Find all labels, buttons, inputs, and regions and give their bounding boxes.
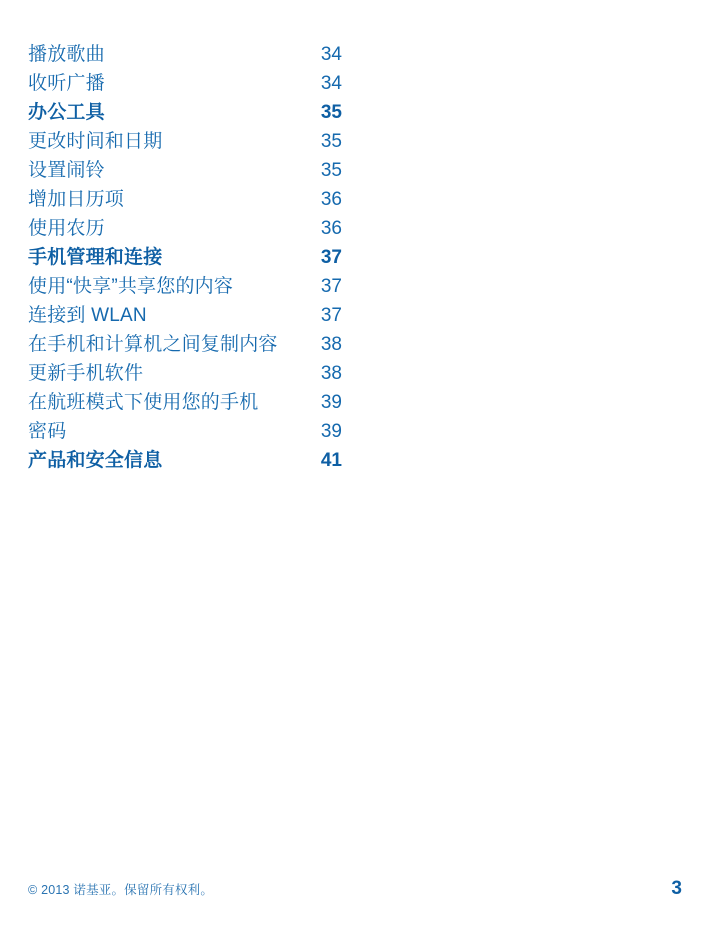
toc-entry-label: 产品和安全信息: [28, 450, 163, 471]
toc-entry[interactable]: [28, 359, 342, 388]
toc-entry[interactable]: [28, 40, 342, 69]
toc-entry[interactable]: [28, 272, 342, 301]
toc-entry[interactable]: [28, 388, 342, 417]
toc-entry-page-number: 39: [320, 421, 342, 442]
toc-entry[interactable]: [28, 417, 342, 446]
toc-entry-page-number: 35: [320, 131, 342, 152]
toc-entry-page-number: 38: [320, 363, 342, 384]
toc-entry-label: 增加日历项: [28, 189, 125, 210]
toc-entry-page-number: 34: [320, 44, 342, 65]
toc-entry-page-number: 35: [320, 160, 342, 181]
toc-entry-page-number: 37: [320, 276, 342, 297]
toc-entry-page-number: 34: [320, 73, 342, 94]
toc-entry-label: 更新手机软件: [28, 363, 144, 384]
toc-entry-page-number: 37: [320, 247, 342, 268]
toc-entry[interactable]: [28, 330, 342, 359]
toc-entry[interactable]: [28, 214, 342, 243]
toc-entry-page-number: 36: [320, 189, 342, 210]
toc-entry[interactable]: [28, 185, 342, 214]
toc-entry[interactable]: [28, 301, 342, 330]
toc-entry-label: 在航班模式下使用您的手机: [28, 392, 259, 413]
toc-entry-label: 密码: [28, 421, 67, 442]
toc-entry-label: 播放歌曲: [28, 44, 105, 65]
page-number: 3: [671, 878, 682, 899]
toc-entry[interactable]: [28, 127, 342, 156]
toc-entry-label: 手机管理和连接: [28, 247, 163, 268]
toc-entry[interactable]: [28, 156, 342, 185]
toc-entry-page-number: 36: [320, 218, 342, 239]
toc-entry[interactable]: [28, 243, 342, 272]
page-footer: [28, 878, 682, 900]
toc-entry-page-number: 41: [320, 450, 342, 471]
toc-entry-label: 使用“快享”共享您的内容: [28, 276, 234, 297]
toc-entry-page-number: 38: [320, 334, 342, 355]
toc-entry[interactable]: [28, 446, 342, 475]
toc-entry-label: 设置闹铃: [28, 160, 105, 181]
toc-entry-label: 收听广播: [28, 73, 105, 94]
toc-entry[interactable]: [28, 98, 342, 127]
toc-entry-label: 使用农历: [28, 218, 105, 239]
toc-entry-label: 连接到 WLAN: [28, 305, 147, 326]
toc-entry-page-number: 35: [320, 102, 342, 123]
copyright-notice: © 2013 诺基亚。保留所有权利。: [28, 883, 214, 897]
toc-entry[interactable]: [28, 69, 342, 98]
toc-entry-page-number: 39: [320, 392, 342, 413]
table-of-contents: [28, 40, 342, 475]
toc-entry-label: 更改时间和日期: [28, 131, 163, 152]
toc-entry-page-number: 37: [320, 305, 342, 326]
toc-entry-label: 办公工具: [28, 102, 105, 123]
toc-entry-label: 在手机和计算机之间复制内容: [28, 334, 278, 355]
